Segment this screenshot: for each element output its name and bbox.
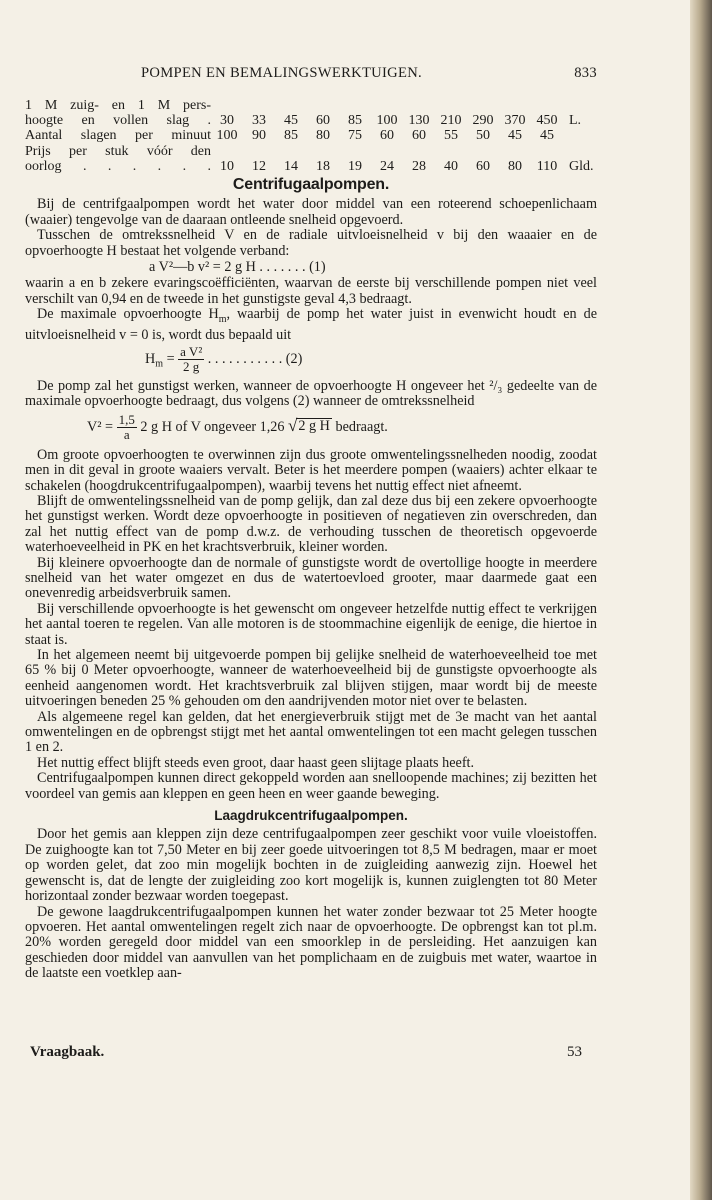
- price-cell: 45: [284, 113, 298, 129]
- page-content: [25, 66, 597, 982]
- price-row-unit: Gld.: [569, 158, 594, 174]
- price-row-label: hoogte en vollen slag .: [25, 113, 211, 129]
- book-edge: [690, 0, 712, 1200]
- price-cell: [307, 144, 339, 159]
- price-cell: 14: [284, 158, 298, 174]
- price-cell: [339, 98, 371, 113]
- price-row-label: Aantal slagen per minuut: [25, 128, 211, 144]
- price-cell: 19: [348, 158, 362, 174]
- eq3-denominator: a: [123, 426, 130, 442]
- price-cell: [275, 144, 307, 159]
- price-cell: 10: [220, 158, 234, 174]
- subscript: m: [218, 314, 227, 326]
- paragraph: Bij de centrifgaalpompen wordt het water door middel van een roteerend schoepenlichaam (waaier) tengevolge van de daaraan ontleende snelheid opgevoerd.: [25, 196, 597, 228]
- price-cell: 60: [380, 128, 394, 144]
- price-table-row: [25, 98, 597, 113]
- price-cell: 60: [316, 113, 330, 129]
- eq2-fraction: [178, 345, 204, 374]
- price-row-unit: [563, 98, 597, 113]
- price-cell: [531, 98, 563, 113]
- paragraph: De gewone laagdrukcentrifugaalpompen kunnen het water zonder bezwaar tot 25 Meter hoogte opvoeren. Het aantal omwentelingen regelt zich naar de opvoerhoogte. De opbrengst kan tot pl.m. 20% worden geregeld door middel van een smoorklep in de persleiding. Het aanzuigen kan geschieden door middel van aanvullen van het pomplichaam en de zuigbuis met water, waartoe in de laatste een voetklep aan-: [25, 903, 597, 982]
- price-cell: 100: [216, 128, 238, 144]
- paragraph: In het algemeen neemt bij uitgevoerde pompen bij gelijke snelheid de waterhoeveelheid toe met 65 % bij 0 Meter opvoerhoogte, wanneer de waterhoeveelheid bij de gunstigste opvoerhoogte als eenheid aangenomen wordt. Het krachtsverbruik zal blijven stijgen, maar wordt bij de meeste uitvoeringen beneden 25 % gehouden om den aandrijvenden motor niet over te belasten.: [25, 647, 597, 710]
- eq3-tail: bedraagt.: [335, 418, 388, 435]
- paragraph: waarin a en b zekere evaringscoëfficiënten, waarvan de eerste bij verschillende pompen niet veel verschilt van 0,94 en de tweede in het gunstigste geval 4,3 bedraagt.: [25, 275, 597, 307]
- paragraph: Om groote opvoerhoogten te overwinnen zijn dus groote omwentelingssnelheden noodig, zoodat men in dit geval in groote waaiers vervalt. Beter is het meerdere pompen (waaiers) achter elkaar te schakelen (hoogdrukcentrifugaalpompen), waarbij tevens het nuttig effect niet afneemt.: [25, 446, 597, 494]
- price-cell: 80: [508, 158, 522, 174]
- price-row-label: 1 M zuig- en 1 M pers-: [25, 98, 211, 113]
- price-cell: 60: [476, 158, 490, 174]
- equation-1: a V²—b v² = 2 g H . . . . . . . (1): [149, 259, 326, 276]
- equation-3: [25, 413, 597, 445]
- price-cell: 290: [472, 113, 494, 129]
- price-cell: 28: [412, 158, 426, 174]
- price-cell: [243, 98, 275, 113]
- price-cell: [371, 98, 403, 113]
- price-cell: [435, 98, 467, 113]
- price-cell: [275, 98, 307, 113]
- price-cell: [531, 144, 563, 159]
- price-cell: 75: [348, 128, 362, 144]
- paragraph-max-head: [25, 307, 597, 343]
- eq2-tail: . . . . . . . . . . . (2): [207, 350, 303, 367]
- price-cell: 24: [380, 158, 394, 174]
- paragraph: Bij verschillende opvoerhoogte is het gewenscht om ongeveer hetzelfde nuttig effect te verkrijgen het aantal toeren te regelen. Van alle motoren is de stoommachine eigenlijk de eenige, die hiertoe in staat is.: [25, 600, 597, 648]
- price-row-unit: L.: [569, 113, 582, 129]
- price-table-row: [25, 144, 597, 159]
- price-cell: 85: [348, 113, 362, 129]
- price-cell: 90: [252, 128, 266, 144]
- eq3-fraction: [117, 413, 137, 442]
- price-cell: [403, 98, 435, 113]
- price-cell: [307, 98, 339, 113]
- price-cell: [499, 98, 531, 113]
- price-cell: 110: [536, 158, 558, 174]
- price-row-label: Prijs per stuk vóór den: [25, 143, 211, 159]
- price-cell: [211, 144, 243, 159]
- running-header: [25, 66, 597, 88]
- price-cell: [499, 144, 531, 159]
- price-cell: [467, 98, 499, 113]
- price-cell: 130: [408, 113, 430, 129]
- price-table-row: [25, 128, 597, 143]
- price-cell: [371, 144, 403, 159]
- price-row-unit: [563, 128, 597, 143]
- price-cell: 45: [508, 128, 522, 144]
- text: De maximale opvoerhoogte H: [37, 306, 219, 323]
- price-cell: 55: [444, 128, 458, 144]
- equation-2: [25, 345, 597, 377]
- price-cell: [339, 144, 371, 159]
- price-cell: 85: [284, 128, 298, 144]
- square-root-icon: √: [288, 415, 298, 435]
- price-cell: 450: [536, 113, 558, 129]
- paragraph: De pomp zal het gunstigst werken, wanneer de opvoerhoogte H ongeveer het ²/₃ gedeelte van de maximale opvoerhoogte bedraagt, dus volgens (2) wanneer de omtrekssnelheid: [25, 377, 597, 410]
- price-row-label: oorlog . . . . . .: [25, 158, 211, 174]
- price-cell: 40: [444, 158, 458, 174]
- eq2-denominator: 2 g: [183, 358, 200, 374]
- price-cell: [211, 98, 243, 113]
- price-cell: 80: [316, 128, 330, 144]
- price-cell: [403, 144, 435, 159]
- footer-sheet-number: 53: [567, 1044, 582, 1060]
- footer-book-title: Vraagbaak.: [30, 1044, 105, 1060]
- price-table-row: [25, 159, 597, 174]
- price-row-unit: [563, 144, 597, 159]
- section-heading-laagdruk: Laagdrukcentrifugaalpompen.: [214, 808, 408, 824]
- price-table: [25, 98, 597, 174]
- paragraph: Tusschen de omtrekssnelheid V en de radiale uitvloeisnelheid v bij den waaaier en de opvoerhoogte H bestaat het volgende verband:: [25, 227, 597, 259]
- price-cell: 60: [412, 128, 426, 144]
- eq2-equals: =: [166, 350, 175, 367]
- price-table-row: [25, 113, 597, 128]
- price-cell: 100: [376, 113, 398, 129]
- paragraph: Het nuttig effect blijft steeds even groot, daar haast geen slijtage plaats heeft.: [37, 754, 475, 771]
- price-cell: [243, 144, 275, 159]
- paragraph: Door het gemis aan kleppen zijn deze centrifugaalpompen zeer geschikt voor vuile vloeistoffen. De zuighoogte kan tot 7,50 Meter en bij zeer goede uitvoeringen tot 8,5 M bedragen, maar er moet op worden gelet, dat zoo min mogelijk bochten in de zuigleiding aanwezig zijn. Hoewel het gewenscht is, dat de lengte der zuigleiding zoo kort mogelijk is, kunnen zuiglengten tot 80 Meter horizontaal zonder bezwaar worden toegepast.: [25, 826, 597, 905]
- eq3-radicand: 2 g H: [298, 418, 330, 435]
- eq3-lhs: V² =: [87, 418, 114, 435]
- price-cell: 370: [504, 113, 526, 129]
- price-cell: 18: [316, 158, 330, 174]
- price-cell: 12: [252, 158, 266, 174]
- paragraph: Blijft de omwentelingssnelheid van de pomp gelijk, dan zal deze dus bij een zekere opvoerhoogte het gunstigst werken. Wordt deze opvoerhoogte in positieven of negatieven zin overschreden, dan zal het nuttig effect van de pomp d.w.z. de verhouding tusschen de theoretisch opgevoerde waterhoeveelheid in PK en het krachtsverbruik, kleiner worden.: [25, 492, 597, 556]
- eq2-subscript: m: [155, 358, 164, 370]
- eq3-middle: 2 g H of V ongeveer 1,26: [140, 418, 285, 435]
- eq2-numerator: a V²: [180, 343, 203, 359]
- paragraph: Bij kleinere opvoerhoogte dan de normale of gunstigste wordt de overtollige hoogte in meerdere snelheid van het water omgezet en dus de watertoevloed grooter, maar daarmede gaat een onevenredig arbeidsverbruik samen.: [25, 554, 597, 602]
- price-cell: 210: [440, 113, 462, 129]
- price-cell: 45: [540, 128, 554, 144]
- price-cell: 50: [476, 128, 490, 144]
- header-page-number: 833: [574, 65, 597, 81]
- header-title: POMPEN EN BEMALINGSWERKTUIGEN.: [141, 65, 423, 81]
- price-cell: 30: [220, 113, 234, 129]
- price-cell: 33: [252, 113, 266, 129]
- eq2-lhs: H: [145, 350, 156, 367]
- price-cell: [467, 144, 499, 159]
- text: , waarbij de pomp het water juist in evenwicht houdt en de uitvloeisnelheid v = 0 is, wordt dus bepaald uit: [25, 306, 597, 343]
- paragraph: Centrifugaalpompen kunnen direct gekoppeld worden aan snelloopende machines; zij bezitten het voordeel van gemis aan kleppen en geen heen en weer gaande beweging.: [25, 770, 597, 802]
- eq3-numerator: 1,5: [118, 411, 135, 427]
- paragraph: Als algemeene regel kan gelden, dat het energieverbruik stijgt met de 3e macht van het aantal omwentelingen en de opbrengst stijgt met het aantal omwentelingen tot een macht gelegen tusschen 1 en 2.: [25, 708, 597, 756]
- section-heading-centrifugaal: Centrifugaalpompen.: [232, 176, 390, 194]
- price-cell: [435, 144, 467, 159]
